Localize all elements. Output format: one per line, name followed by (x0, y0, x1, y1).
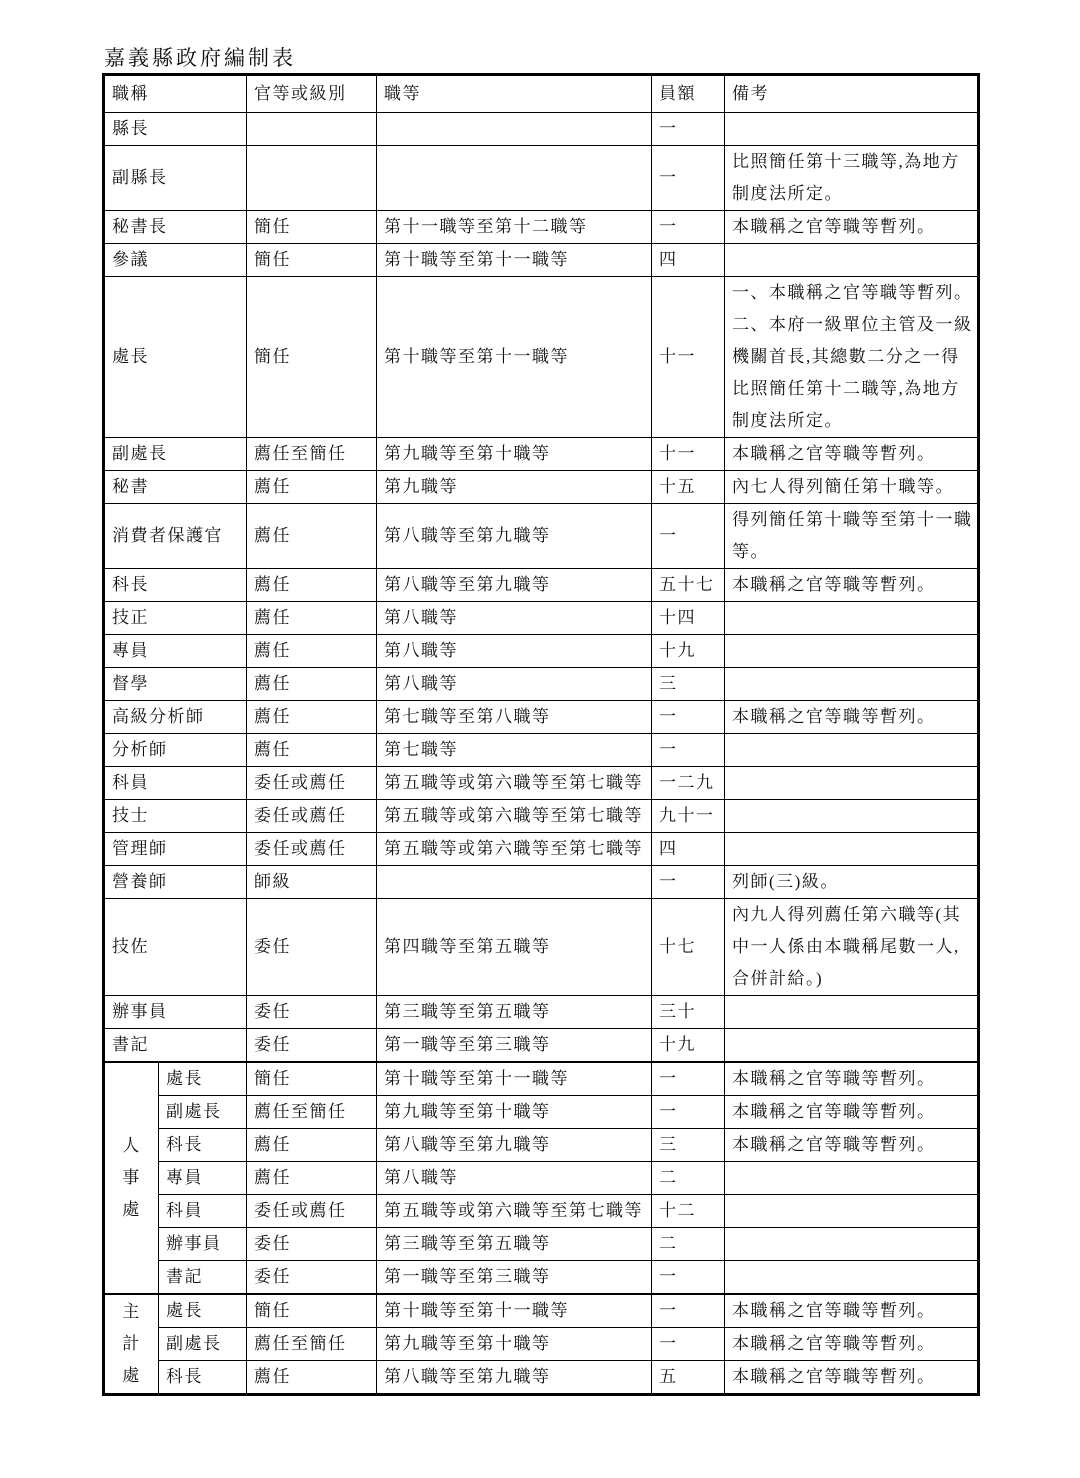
staffing-table (102, 73, 980, 1396)
table-row (104, 438, 979, 471)
table-row (104, 1096, 979, 1129)
table-row (104, 504, 979, 569)
cell-remarks (725, 146, 979, 211)
cell-grade: 第八職等至第九職等 (377, 1361, 652, 1395)
cell-rank: 簡任 (247, 1294, 377, 1328)
remark-line: 機關首長,其總數二分之一得 (732, 347, 960, 366)
cell-grade: 第五職等或第六職等至第七職等 (377, 800, 652, 833)
cell-grade: 第三職等至第五職等 (377, 1228, 652, 1261)
cell-grade (377, 866, 652, 899)
cell-rank: 薦任 (247, 504, 377, 569)
remark-line: 本職稱之官等職等暫列。 (732, 707, 936, 726)
cell-remarks (725, 211, 979, 244)
cell-grade: 第九職等至第十職等 (377, 1096, 652, 1129)
group-char: 處 (122, 1200, 141, 1219)
cell-quota: 十二 (652, 1195, 725, 1228)
table-row (104, 996, 979, 1029)
cell-quota: 十一 (652, 277, 725, 438)
cell-quota: 九十一 (652, 800, 725, 833)
cell-rank: 薦任 (247, 635, 377, 668)
cell-rank: 委任 (247, 1228, 377, 1261)
cell-quota: 一 (652, 211, 725, 244)
header-row (104, 75, 979, 113)
cell-grade (377, 113, 652, 146)
table-body (104, 113, 979, 1395)
cell-rank: 薦任 (247, 569, 377, 602)
table-row (104, 113, 979, 146)
cell-remarks (725, 1328, 979, 1361)
cell-remarks (725, 800, 979, 833)
table-row (104, 701, 979, 734)
cell-rank: 委任 (247, 899, 377, 996)
cell-quota: 五十七 (652, 569, 725, 602)
cell-rank: 薦任 (247, 668, 377, 701)
cell-rank: 委任或薦任 (247, 833, 377, 866)
column-header-title: 職稱 (104, 75, 247, 113)
cell-rank: 委任 (247, 1029, 377, 1063)
cell-title: 副縣長 (104, 146, 247, 211)
remark-line: 本職稱之官等職等暫列。 (732, 1367, 936, 1386)
cell-remarks (725, 701, 979, 734)
cell-quota: 一 (652, 734, 725, 767)
cell-quota: 三 (652, 668, 725, 701)
cell-rank: 薦任 (247, 1361, 377, 1395)
column-header-grade: 職等 (377, 75, 652, 113)
remark-line: 本職稱之官等職等暫列。 (732, 217, 936, 236)
cell-grade: 第十一職等至第十二職等 (377, 211, 652, 244)
cell-remarks (725, 1261, 979, 1295)
cell-title: 辦事員 (104, 996, 247, 1029)
remark-line: 得列簡任第十職等至第十一職 (732, 510, 973, 529)
table-row (104, 277, 979, 438)
remark-line: 比照簡任第十二職等,為地方 (732, 379, 960, 398)
cell-title: 分析師 (104, 734, 247, 767)
group-label-stack (105, 1130, 158, 1226)
cell-remarks (725, 767, 979, 800)
table-row (104, 866, 979, 899)
remark-line: 一、本職稱之官等職等暫列。 (732, 283, 973, 302)
cell-rank: 薦任 (247, 1129, 377, 1162)
cell-quota: 三十 (652, 996, 725, 1029)
cell-rank: 薦任 (247, 734, 377, 767)
remark-line: 等。 (732, 542, 769, 561)
cell-quota: 一 (652, 1328, 725, 1361)
cell-quota: 四 (652, 833, 725, 866)
cell-remarks (725, 1062, 979, 1096)
cell-quota: 一 (652, 701, 725, 734)
remark-line: 二、本府一級單位主管及一級 (732, 315, 973, 334)
table-row (104, 211, 979, 244)
cell-rank: 薦任 (247, 1162, 377, 1195)
cell-remarks (725, 1129, 979, 1162)
cell-remarks (725, 471, 979, 504)
cell-title: 副處長 (159, 1096, 247, 1129)
cell-title: 科員 (159, 1195, 247, 1228)
cell-title: 副處長 (104, 438, 247, 471)
cell-title: 科長 (104, 569, 247, 602)
cell-grade: 第五職等或第六職等至第七職等 (377, 833, 652, 866)
group-label (104, 1062, 159, 1294)
cell-grade: 第九職等至第十職等 (377, 1328, 652, 1361)
cell-grade: 第一職等至第三職等 (377, 1261, 652, 1295)
cell-quota: 一二九 (652, 767, 725, 800)
column-header-quota: 員額 (652, 75, 725, 113)
remark-line: 比照簡任第十三職等,為地方 (732, 152, 960, 171)
cell-grade (377, 146, 652, 211)
cell-title: 專員 (104, 635, 247, 668)
table-row (104, 1361, 979, 1395)
cell-grade: 第十職等至第十一職等 (377, 1062, 652, 1096)
cell-remarks (725, 1096, 979, 1129)
cell-quota: 三 (652, 1129, 725, 1162)
cell-rank: 簡任 (247, 1062, 377, 1096)
cell-title: 秘書 (104, 471, 247, 504)
cell-quota: 二 (652, 1162, 725, 1195)
cell-remarks (725, 899, 979, 996)
cell-quota: 一 (652, 113, 725, 146)
table-row (104, 1228, 979, 1261)
cell-grade: 第五職等或第六職等至第七職等 (377, 767, 652, 800)
remark-line: 合併計給。) (732, 969, 824, 988)
cell-grade: 第五職等或第六職等至第七職等 (377, 1195, 652, 1228)
remark-line: 制度法所定。 (732, 411, 843, 430)
cell-quota: 十七 (652, 899, 725, 996)
table-row (104, 1029, 979, 1063)
cell-grade: 第四職等至第五職等 (377, 899, 652, 996)
group-char: 計 (122, 1334, 141, 1353)
cell-title: 辦事員 (159, 1228, 247, 1261)
table-header (104, 75, 979, 113)
cell-title: 參議 (104, 244, 247, 277)
cell-title: 消費者保護官 (104, 504, 247, 569)
table-row (104, 800, 979, 833)
cell-title: 科長 (159, 1361, 247, 1395)
cell-grade: 第八職等 (377, 668, 652, 701)
cell-title: 處長 (104, 277, 247, 438)
table-row (104, 1062, 979, 1096)
cell-title: 處長 (159, 1294, 247, 1328)
cell-quota: 一 (652, 504, 725, 569)
cell-rank: 委任或薦任 (247, 800, 377, 833)
remark-line: 本職稱之官等職等暫列。 (732, 1102, 936, 1121)
cell-title: 管理師 (104, 833, 247, 866)
cell-rank: 薦任至簡任 (247, 1328, 377, 1361)
cell-rank: 師級 (247, 866, 377, 899)
cell-quota: 一 (652, 1096, 725, 1129)
cell-remarks (725, 1294, 979, 1328)
cell-title: 技士 (104, 800, 247, 833)
remark-line: 列師(三)級。 (732, 872, 839, 891)
table-row (104, 1195, 979, 1228)
table-row (104, 244, 979, 277)
cell-quota: 十五 (652, 471, 725, 504)
cell-rank: 簡任 (247, 244, 377, 277)
table-row (104, 1162, 979, 1195)
cell-rank (247, 113, 377, 146)
group-char: 事 (122, 1168, 141, 1187)
cell-remarks (725, 734, 979, 767)
table-row (104, 734, 979, 767)
table-row (104, 1129, 979, 1162)
cell-rank (247, 146, 377, 211)
cell-title: 秘書長 (104, 211, 247, 244)
cell-title: 督學 (104, 668, 247, 701)
cell-title: 書記 (159, 1261, 247, 1295)
cell-remarks (725, 504, 979, 569)
cell-title: 技正 (104, 602, 247, 635)
group-char: 處 (122, 1366, 141, 1385)
cell-grade: 第一職等至第三職等 (377, 1029, 652, 1063)
cell-grade: 第七職等至第八職等 (377, 701, 652, 734)
remark-line: 本職稱之官等職等暫列。 (732, 1069, 936, 1088)
cell-title: 縣長 (104, 113, 247, 146)
cell-remarks (725, 668, 979, 701)
table-row (104, 602, 979, 635)
remark-line: 本職稱之官等職等暫列。 (732, 1301, 936, 1320)
cell-remarks (725, 438, 979, 471)
cell-remarks (725, 833, 979, 866)
cell-remarks (725, 277, 979, 438)
column-header-rank: 官等或級別 (247, 75, 377, 113)
cell-quota: 二 (652, 1228, 725, 1261)
remark-line: 本職稱之官等職等暫列。 (732, 1334, 936, 1353)
cell-grade: 第三職等至第五職等 (377, 996, 652, 1029)
cell-remarks (725, 1361, 979, 1395)
cell-title: 高級分析師 (104, 701, 247, 734)
column-header-remarks: 備考 (725, 75, 979, 113)
cell-quota: 十九 (652, 635, 725, 668)
cell-title: 副處長 (159, 1328, 247, 1361)
cell-rank: 薦任 (247, 701, 377, 734)
group-label (104, 1294, 159, 1395)
cell-grade: 第八職等 (377, 602, 652, 635)
cell-title: 科員 (104, 767, 247, 800)
table-row (104, 668, 979, 701)
cell-remarks (725, 244, 979, 277)
cell-grade: 第九職等 (377, 471, 652, 504)
cell-title: 科長 (159, 1129, 247, 1162)
cell-rank: 委任 (247, 1261, 377, 1295)
cell-remarks (725, 1195, 979, 1228)
cell-rank: 薦任 (247, 602, 377, 635)
cell-grade: 第七職等 (377, 734, 652, 767)
cell-remarks (725, 113, 979, 146)
cell-quota: 一 (652, 1062, 725, 1096)
table-row (104, 767, 979, 800)
remark-line: 內七人得列簡任第十職等。 (732, 477, 954, 496)
cell-grade: 第八職等 (377, 635, 652, 668)
cell-remarks (725, 1228, 979, 1261)
table-row (104, 1328, 979, 1361)
remark-line: 中一人係由本職稱尾數一人, (732, 937, 960, 956)
cell-remarks (725, 569, 979, 602)
cell-quota: 十一 (652, 438, 725, 471)
cell-quota: 一 (652, 866, 725, 899)
cell-title: 書記 (104, 1029, 247, 1063)
cell-quota: 十四 (652, 602, 725, 635)
cell-remarks (725, 866, 979, 899)
table-row (104, 899, 979, 996)
group-label-stack (105, 1296, 158, 1392)
cell-rank: 薦任至簡任 (247, 438, 377, 471)
document-title: 嘉義縣政府編制表 (104, 46, 296, 70)
cell-grade: 第八職等 (377, 1162, 652, 1195)
cell-rank: 委任或薦任 (247, 767, 377, 800)
remark-line: 本職稱之官等職等暫列。 (732, 1135, 936, 1154)
cell-grade: 第八職等至第九職等 (377, 504, 652, 569)
cell-title: 技佐 (104, 899, 247, 996)
cell-grade: 第八職等至第九職等 (377, 1129, 652, 1162)
cell-quota: 十九 (652, 1029, 725, 1063)
table-row (104, 1294, 979, 1328)
cell-grade: 第十職等至第十一職等 (377, 244, 652, 277)
cell-quota: 四 (652, 244, 725, 277)
cell-title: 專員 (159, 1162, 247, 1195)
table-row (104, 471, 979, 504)
cell-title: 處長 (159, 1062, 247, 1096)
table-row (104, 146, 979, 211)
cell-remarks (725, 996, 979, 1029)
cell-quota: 一 (652, 1261, 725, 1295)
cell-remarks (725, 602, 979, 635)
remark-line: 制度法所定。 (732, 184, 843, 203)
table-row (104, 1261, 979, 1295)
cell-quota: 五 (652, 1361, 725, 1395)
remark-line: 內九人得列薦任第六職等(其 (732, 905, 962, 924)
table-row (104, 635, 979, 668)
cell-rank: 簡任 (247, 277, 377, 438)
cell-rank: 薦任 (247, 471, 377, 504)
remark-line: 本職稱之官等職等暫列。 (732, 444, 936, 463)
cell-rank: 簡任 (247, 211, 377, 244)
cell-grade: 第八職等至第九職等 (377, 569, 652, 602)
cell-rank: 委任 (247, 996, 377, 1029)
cell-grade: 第九職等至第十職等 (377, 438, 652, 471)
cell-remarks (725, 635, 979, 668)
cell-remarks (725, 1162, 979, 1195)
cell-grade: 第十職等至第十一職等 (377, 277, 652, 438)
cell-rank: 委任或薦任 (247, 1195, 377, 1228)
cell-quota: 一 (652, 1294, 725, 1328)
cell-title: 營養師 (104, 866, 247, 899)
table-row (104, 569, 979, 602)
cell-grade: 第十職等至第十一職等 (377, 1294, 652, 1328)
group-char: 主 (122, 1302, 141, 1321)
group-char: 人 (122, 1136, 141, 1155)
cell-rank: 薦任至簡任 (247, 1096, 377, 1129)
cell-quota: 一 (652, 146, 725, 211)
remark-line: 本職稱之官等職等暫列。 (732, 575, 936, 594)
table-row (104, 833, 979, 866)
cell-remarks (725, 1029, 979, 1063)
